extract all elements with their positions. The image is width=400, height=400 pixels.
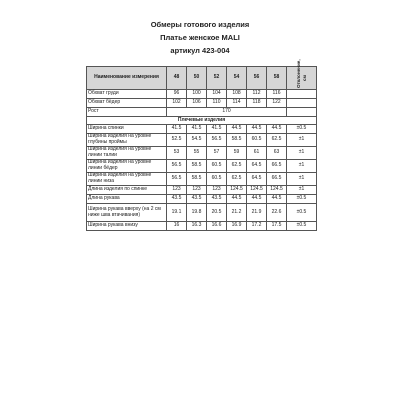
table-header-row [87, 67, 317, 90]
value-cell: 44.5 [267, 125, 287, 134]
table-row [87, 108, 317, 117]
table-row [87, 204, 317, 222]
article-number: артикул 423-004 [170, 46, 230, 55]
value-cell: 63 [267, 147, 287, 160]
value-cell: 66.5 [267, 160, 287, 173]
deviation-cell: ±0.5 [287, 204, 317, 222]
value-cell: 58.5 [227, 134, 247, 147]
value-cell: 16.3 [187, 222, 207, 231]
size-header: 52 [207, 67, 227, 90]
value-cell: 124.5 [247, 186, 267, 195]
value-cell: 43.5 [187, 195, 207, 204]
table-row [87, 99, 317, 108]
value-cell: 17.5 [267, 222, 287, 231]
row-label: Ширина изделия на уровне глубины проймы [87, 134, 167, 147]
value-cell: 16.6 [207, 222, 227, 231]
deviation-cell: ±0.5 [287, 125, 317, 134]
value-cell: 108 [227, 90, 247, 99]
row-label: Ширина рукава вверху (на 2 см ниже шва втачивания) [87, 204, 167, 222]
value-cell: 44.5 [267, 195, 287, 204]
row-label: Длина изделия по спинке [87, 186, 167, 195]
value-cell: 56.5 [167, 173, 187, 186]
value-cell: 41.5 [167, 125, 187, 134]
deviation-cell: ±0.5 [287, 195, 317, 204]
size-header: 56 [247, 67, 267, 90]
row-label: Ширина изделия на уровне линии талии [87, 147, 167, 160]
value-cell: 16 [167, 222, 187, 231]
table-row [87, 186, 317, 195]
row-label: Обхват груди [87, 90, 167, 99]
value-cell: 100 [187, 90, 207, 99]
size-header: 48 [167, 67, 187, 90]
value-cell: 102 [167, 99, 187, 108]
header-label-cell: Наименование измерения [87, 67, 167, 90]
document-header [0, 18, 400, 57]
table-row [87, 134, 317, 147]
value-cell: 19.1 [167, 204, 187, 222]
deviation-cell: ±1 [287, 160, 317, 173]
value-cell: 60.5 [207, 173, 227, 186]
value-cell: 66.5 [267, 173, 287, 186]
value-cell: 52.5 [167, 134, 187, 147]
value-cell: 64.5 [247, 173, 267, 186]
value-cell: 19.8 [187, 204, 207, 222]
value-cell: 116 [267, 90, 287, 99]
value-cell: 60.5 [247, 134, 267, 147]
value-cell: 21.2 [227, 204, 247, 222]
value-cell: 44.5 [247, 125, 267, 134]
row-label: Ширина изделия на уровне линии низа [87, 173, 167, 186]
value-cell: 56.5 [167, 160, 187, 173]
deviation-cell [287, 108, 317, 117]
row-label: Обхват бёдер [87, 99, 167, 108]
doc-title: Обмеры готового изделия [150, 20, 250, 29]
value-cell: 124.5 [267, 186, 287, 195]
row-label: Рост [87, 108, 167, 117]
value-cell: 123 [167, 186, 187, 195]
value-cell: 62.5 [227, 160, 247, 173]
value-cell: 62.5 [227, 173, 247, 186]
deviation-cell: ±1 [287, 186, 317, 195]
table-row [87, 195, 317, 204]
deviation-cell: ±1 [287, 134, 317, 147]
row-label: Ширина изделия на уровне линии бёдер [87, 160, 167, 173]
size-header: 54 [227, 67, 247, 90]
value-cell: 60.5 [207, 160, 227, 173]
table-row [87, 160, 317, 173]
value-cell: 57 [207, 147, 227, 160]
value-cell: 59 [227, 147, 247, 160]
value-cell: 96 [167, 90, 187, 99]
row-label: Ширина рукава внизу [87, 222, 167, 231]
value-cell: 16.9 [227, 222, 247, 231]
product-name: Платье женское MALI [160, 33, 240, 42]
value-cell: 106 [187, 99, 207, 108]
value-cell: 44.5 [247, 195, 267, 204]
deviation-cell: ±1 [287, 147, 317, 160]
section-title: Плечевые изделия [87, 117, 317, 125]
value-cell: 62.5 [267, 134, 287, 147]
value-cell: 58.5 [187, 173, 207, 186]
value-cell: 123 [187, 186, 207, 195]
section-row [87, 117, 317, 125]
table-row [87, 222, 317, 231]
value-cell: 118 [247, 99, 267, 108]
row-label: Длина рукава [87, 195, 167, 204]
table-row [87, 147, 317, 160]
value-cell: 44.5 [227, 195, 247, 204]
value-cell: 41.5 [187, 125, 207, 134]
value-cell: 124.5 [227, 186, 247, 195]
value-cell: 53 [167, 147, 187, 160]
measurements-table-wrap [86, 59, 316, 231]
table-row [87, 125, 317, 134]
value-cell: 61 [247, 147, 267, 160]
value-cell: 54.5 [187, 134, 207, 147]
value-cell: 41.5 [207, 125, 227, 134]
value-cell: 17.2 [247, 222, 267, 231]
value-cell: 122 [267, 99, 287, 108]
deviation-cell: ±1 [287, 173, 317, 186]
value-cell: 112 [247, 90, 267, 99]
value-cell: 58.5 [187, 160, 207, 173]
value-cell: 64.5 [247, 160, 267, 173]
value-cell: 20.5 [207, 204, 227, 222]
size-header: 58 [267, 67, 287, 90]
value-cell: 21.9 [247, 204, 267, 222]
value-cell: 56.5 [207, 134, 227, 147]
value-cell: 43.5 [167, 195, 187, 204]
value-cell: 123 [207, 186, 227, 195]
deviation-cell [287, 90, 317, 99]
value-cell: 55 [187, 147, 207, 160]
size-header: 50 [187, 67, 207, 90]
merged-value-cell: 170 [167, 108, 287, 117]
value-cell: 43.5 [207, 195, 227, 204]
value-cell: 114 [227, 99, 247, 108]
value-cell: 22.6 [267, 204, 287, 222]
value-cell: 44.5 [227, 125, 247, 134]
measurements-table [86, 59, 317, 231]
value-cell: 110 [207, 99, 227, 108]
table-row [87, 90, 317, 99]
deviation-header: Отклонение, см [287, 67, 317, 90]
value-cell: 104 [207, 90, 227, 99]
row-label: Ширина спинки [87, 125, 167, 134]
deviation-cell [287, 99, 317, 108]
table-row [87, 173, 317, 186]
deviation-cell: ±0.5 [287, 222, 317, 231]
